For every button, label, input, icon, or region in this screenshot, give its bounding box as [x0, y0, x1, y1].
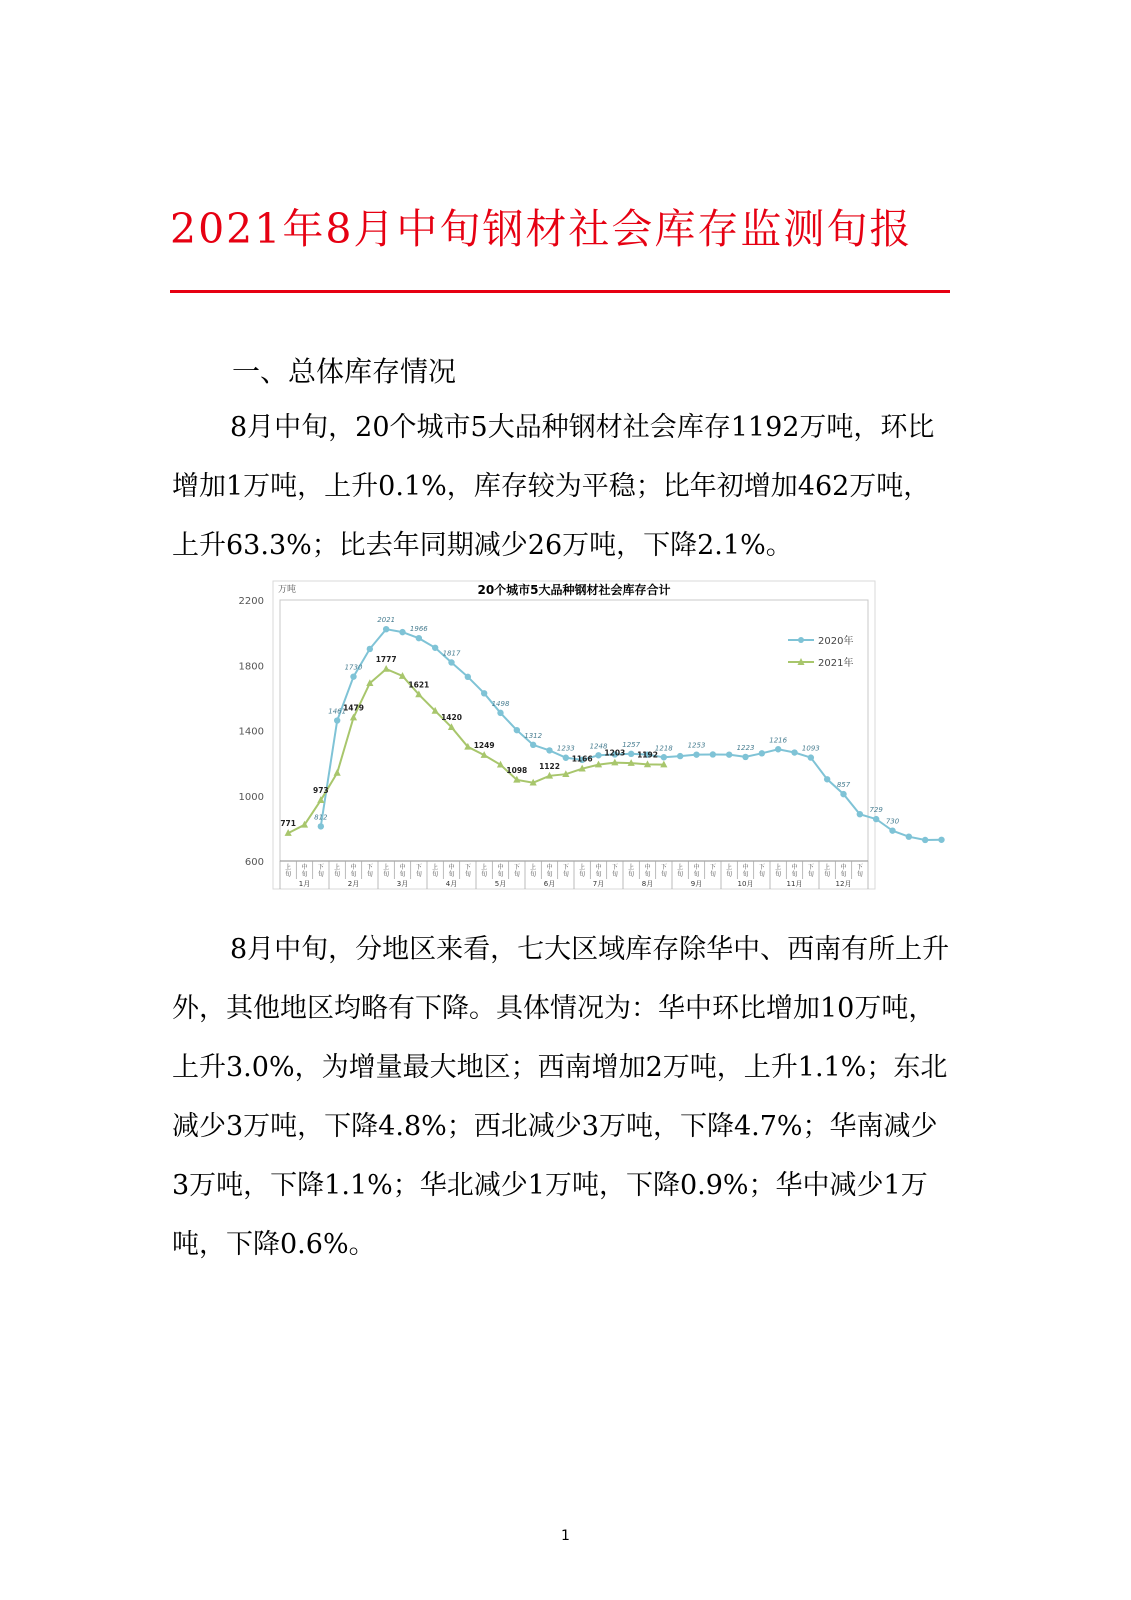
series-2020-data-label: 1817 [442, 649, 461, 658]
x-period-label-top: 中 [546, 864, 553, 871]
series-2020-point [595, 752, 601, 758]
series-2020-point [840, 791, 846, 797]
x-period-label-bottom: 旬 [693, 871, 700, 878]
series-2020-point [448, 659, 454, 665]
x-period-label-top: 中 [497, 864, 504, 871]
series-2020-data-label: 1966 [409, 625, 428, 634]
series-2021-data-label: 1621 [408, 680, 430, 690]
x-period-label-top: 下 [758, 864, 765, 871]
series-2020-data-label: 1461 [328, 707, 347, 716]
x-period-label-bottom: 旬 [742, 871, 749, 878]
x-period-label-top: 上 [677, 864, 684, 871]
series-2020-data-label: 857 [836, 781, 851, 790]
series-2020-data-label: 1253 [687, 741, 706, 750]
series-2021-data-label: 973 [313, 786, 329, 796]
x-period-label-top: 上 [285, 864, 292, 871]
x-period-label-bottom: 旬 [775, 871, 782, 878]
x-period-label-top: 中 [399, 864, 406, 871]
series-2021-data-label: 1166 [571, 754, 593, 764]
series-2021-data-label: 1122 [539, 761, 560, 771]
x-period-label-bottom: 旬 [448, 871, 455, 878]
x-period-label-bottom: 旬 [546, 871, 553, 878]
x-period-label-top: 下 [660, 864, 667, 871]
series-2020-point [530, 742, 536, 748]
x-month-label: 11月 [786, 880, 803, 888]
x-period-label-bottom: 旬 [644, 871, 651, 878]
x-month-label: 10月 [737, 880, 754, 888]
x-period-label-top: 上 [334, 864, 341, 871]
series-2020-data-label: 1257 [622, 740, 641, 749]
series-2021-data-label: 1479 [343, 703, 364, 713]
x-period-label-bottom: 旬 [660, 871, 667, 878]
series-2020-data-label: 1498 [491, 699, 510, 708]
series-2021-data-label: 1203 [604, 748, 626, 758]
x-month-label: 5月 [494, 880, 507, 888]
series-2020-data-label: 1223 [736, 743, 755, 752]
x-period-label-top: 中 [350, 864, 357, 871]
x-period-label-top: 下 [611, 864, 618, 871]
x-period-label-bottom: 旬 [677, 871, 684, 878]
chart-title: 20个城市5大品种钢材社会库存合计 [477, 583, 671, 597]
series-2020-point [432, 645, 438, 651]
series-2020-point [873, 816, 879, 822]
x-period-label-bottom: 旬 [726, 871, 733, 878]
series-2020-data-label: 2021 [377, 616, 396, 625]
series-2021-data-label: 1098 [506, 765, 528, 775]
series-2020-point [938, 837, 944, 843]
x-period-label-top: 下 [464, 864, 471, 871]
series-2020-data-label: 812 [314, 813, 328, 822]
x-period-label-top: 上 [775, 864, 782, 871]
series-2020-point [416, 635, 422, 641]
y-axis-unit: 万吨 [278, 585, 297, 595]
x-period-label-bottom: 旬 [709, 871, 716, 878]
legend-2021-label: 2021年 [818, 658, 854, 669]
y-tick-label: 1400 [238, 726, 264, 738]
x-period-label-top: 上 [481, 864, 488, 871]
inventory-chart-svg [238, 580, 900, 890]
series-2020-point [693, 751, 699, 757]
series-2020-point [318, 823, 324, 829]
series-2020-point [465, 674, 471, 680]
x-period-label-bottom: 旬 [366, 871, 373, 878]
series-2020-point [383, 626, 389, 632]
series-2020-data-label: 1233 [556, 744, 575, 753]
series-2020-point [710, 751, 716, 757]
series-2020-point [742, 754, 748, 760]
inventory-chart [238, 580, 900, 890]
series-2020-point [906, 833, 912, 839]
series-2020-point [497, 710, 503, 716]
x-month-label: 8月 [641, 880, 654, 888]
series-2020-point [628, 751, 634, 757]
x-period-label-bottom: 旬 [595, 871, 602, 878]
x-period-label-top: 上 [530, 864, 537, 871]
x-period-label-bottom: 旬 [497, 871, 504, 878]
x-month-label: 12月 [835, 880, 852, 888]
series-2020-point [824, 776, 830, 782]
series-2021-data-label: 771 [280, 819, 296, 829]
x-period-label-bottom: 旬 [301, 871, 308, 878]
series-2020-point [922, 837, 928, 843]
series-2021-data-label: 1420 [441, 713, 462, 723]
x-period-label-bottom: 旬 [481, 871, 488, 878]
series-2020-point [726, 751, 732, 757]
series-2020-point [334, 717, 340, 723]
x-period-label-bottom: 旬 [530, 871, 537, 878]
x-period-label-bottom: 旬 [824, 871, 831, 878]
x-month-label: 6月 [543, 880, 556, 888]
x-period-label-bottom: 旬 [464, 871, 471, 878]
series-2020-point [889, 827, 895, 833]
series-2021-data-label: 1777 [375, 655, 397, 665]
page-number: 1 [561, 1528, 570, 1544]
x-period-label-bottom: 旬 [415, 871, 422, 878]
legend-2020-label: 2020年 [818, 636, 854, 647]
x-period-label-bottom: 旬 [628, 871, 635, 878]
paragraph-overall: 8月中旬，20个城市5大品种钢材社会库存1192万吨，环比增加1万吨，上升0.1%，库存较为平稳；比年初增加462万吨，上升63.3%；比去年同期减少26万吨，下降2.1%。 [172, 412, 935, 561]
x-period-label-top: 中 [595, 864, 602, 871]
series-2020-data-label: 729 [869, 806, 883, 815]
x-period-label-bottom: 旬 [513, 871, 520, 878]
x-period-label-bottom: 旬 [856, 871, 863, 878]
series-2020-point [563, 755, 569, 761]
x-period-label-bottom: 旬 [840, 871, 847, 878]
y-tick-label: 1000 [238, 791, 264, 803]
x-period-label-top: 下 [366, 864, 373, 871]
x-period-label-top: 上 [628, 864, 635, 871]
series-2020-point [775, 746, 781, 752]
paragraph-regional: 8月中旬，分地区来看，七大区域库存除华中、西南有所上升外，其他地区均略有下降。具体情况为：华中环比增加10万吨，上升3.0%，为增量最大地区；西南增加2万吨，上升1.1%；东北减少3万吨，下降4.8%；西北减少3万吨，下降4.7%；华南减少3万吨，下降1.1%；华北减少1万吨，下降0.9%；华中减少1万吨，下降0.6%。 [172, 934, 950, 1260]
x-period-label-bottom: 旬 [432, 871, 439, 878]
x-period-label-bottom: 旬 [611, 871, 618, 878]
x-period-label-top: 下 [709, 864, 716, 871]
x-period-label-bottom: 旬 [383, 871, 390, 878]
series-2021-data-label: 1249 [473, 741, 495, 751]
x-month-label: 7月 [592, 880, 605, 888]
x-month-label: 9月 [690, 880, 703, 888]
series-2020-point [481, 690, 487, 696]
series-2020-point [759, 750, 765, 756]
x-period-label-top: 中 [840, 864, 847, 871]
report-title: 2021年8月中旬钢材社会库存监测旬报 [170, 205, 913, 253]
x-month-label: 2月 [347, 880, 360, 888]
section-heading: 一、总体库存情况 [232, 355, 457, 388]
series-2020-point [399, 629, 405, 635]
series-2020-point [367, 646, 373, 652]
x-period-label-top: 上 [824, 864, 831, 871]
series-2020-data-label: 1730 [344, 663, 363, 672]
x-period-label-top: 中 [448, 864, 455, 871]
x-month-label: 1月 [298, 880, 311, 888]
series-2020-point [857, 811, 863, 817]
x-period-label-bottom: 旬 [399, 871, 406, 878]
x-month-label: 3月 [396, 880, 409, 888]
y-tick-label: 1800 [238, 661, 264, 673]
series-2020-point [808, 754, 814, 760]
series-2020-point [514, 727, 520, 733]
x-period-label-top: 上 [579, 864, 586, 871]
x-period-label-top: 下 [317, 864, 324, 871]
x-period-label-top: 下 [856, 864, 863, 871]
x-period-label-bottom: 旬 [791, 871, 798, 878]
x-period-label-top: 上 [726, 864, 733, 871]
x-period-label-top: 下 [807, 864, 814, 871]
x-period-label-top: 下 [415, 864, 422, 871]
series-2020-point [791, 749, 797, 755]
x-period-label-bottom: 旬 [350, 871, 357, 878]
series-2020-data-label: 1216 [769, 736, 788, 745]
series-2020-data-label: 730 [885, 817, 900, 826]
x-period-label-bottom: 旬 [317, 871, 324, 878]
series-2020-data-label: 1093 [801, 744, 820, 753]
series-2020-point [546, 747, 552, 753]
x-period-label-top: 下 [562, 864, 569, 871]
series-2020-point [350, 673, 356, 679]
x-period-label-bottom: 旬 [807, 871, 814, 878]
x-period-label-top: 中 [742, 864, 749, 871]
x-period-label-top: 下 [513, 864, 520, 871]
x-period-label-top: 中 [644, 864, 651, 871]
x-period-label-bottom: 旬 [334, 871, 341, 878]
x-period-label-top: 中 [301, 864, 308, 871]
x-period-label-bottom: 旬 [562, 871, 569, 878]
series-2020-point [677, 753, 683, 759]
series-2020-data-label: 1312 [524, 731, 543, 740]
y-tick-label: 600 [244, 857, 264, 868]
x-period-label-bottom: 旬 [579, 871, 586, 878]
x-period-label-bottom: 旬 [285, 871, 292, 878]
series-2020-data-label: 1218 [654, 744, 673, 753]
x-period-label-top: 上 [432, 864, 439, 871]
y-tick-label: 2200 [238, 596, 264, 607]
legend-2020-marker [798, 637, 804, 643]
x-period-label-bottom: 旬 [758, 871, 765, 878]
series-2021-data-label: 1192 [637, 750, 658, 760]
series-2020-point [661, 754, 667, 760]
x-period-label-top: 中 [791, 864, 798, 871]
title-divider [170, 290, 950, 293]
plot-area [280, 600, 868, 861]
series-2020-data-label: 1248 [589, 742, 608, 751]
x-period-label-top: 中 [693, 864, 700, 871]
x-period-label-top: 上 [383, 864, 390, 871]
x-month-label: 4月 [445, 880, 458, 888]
